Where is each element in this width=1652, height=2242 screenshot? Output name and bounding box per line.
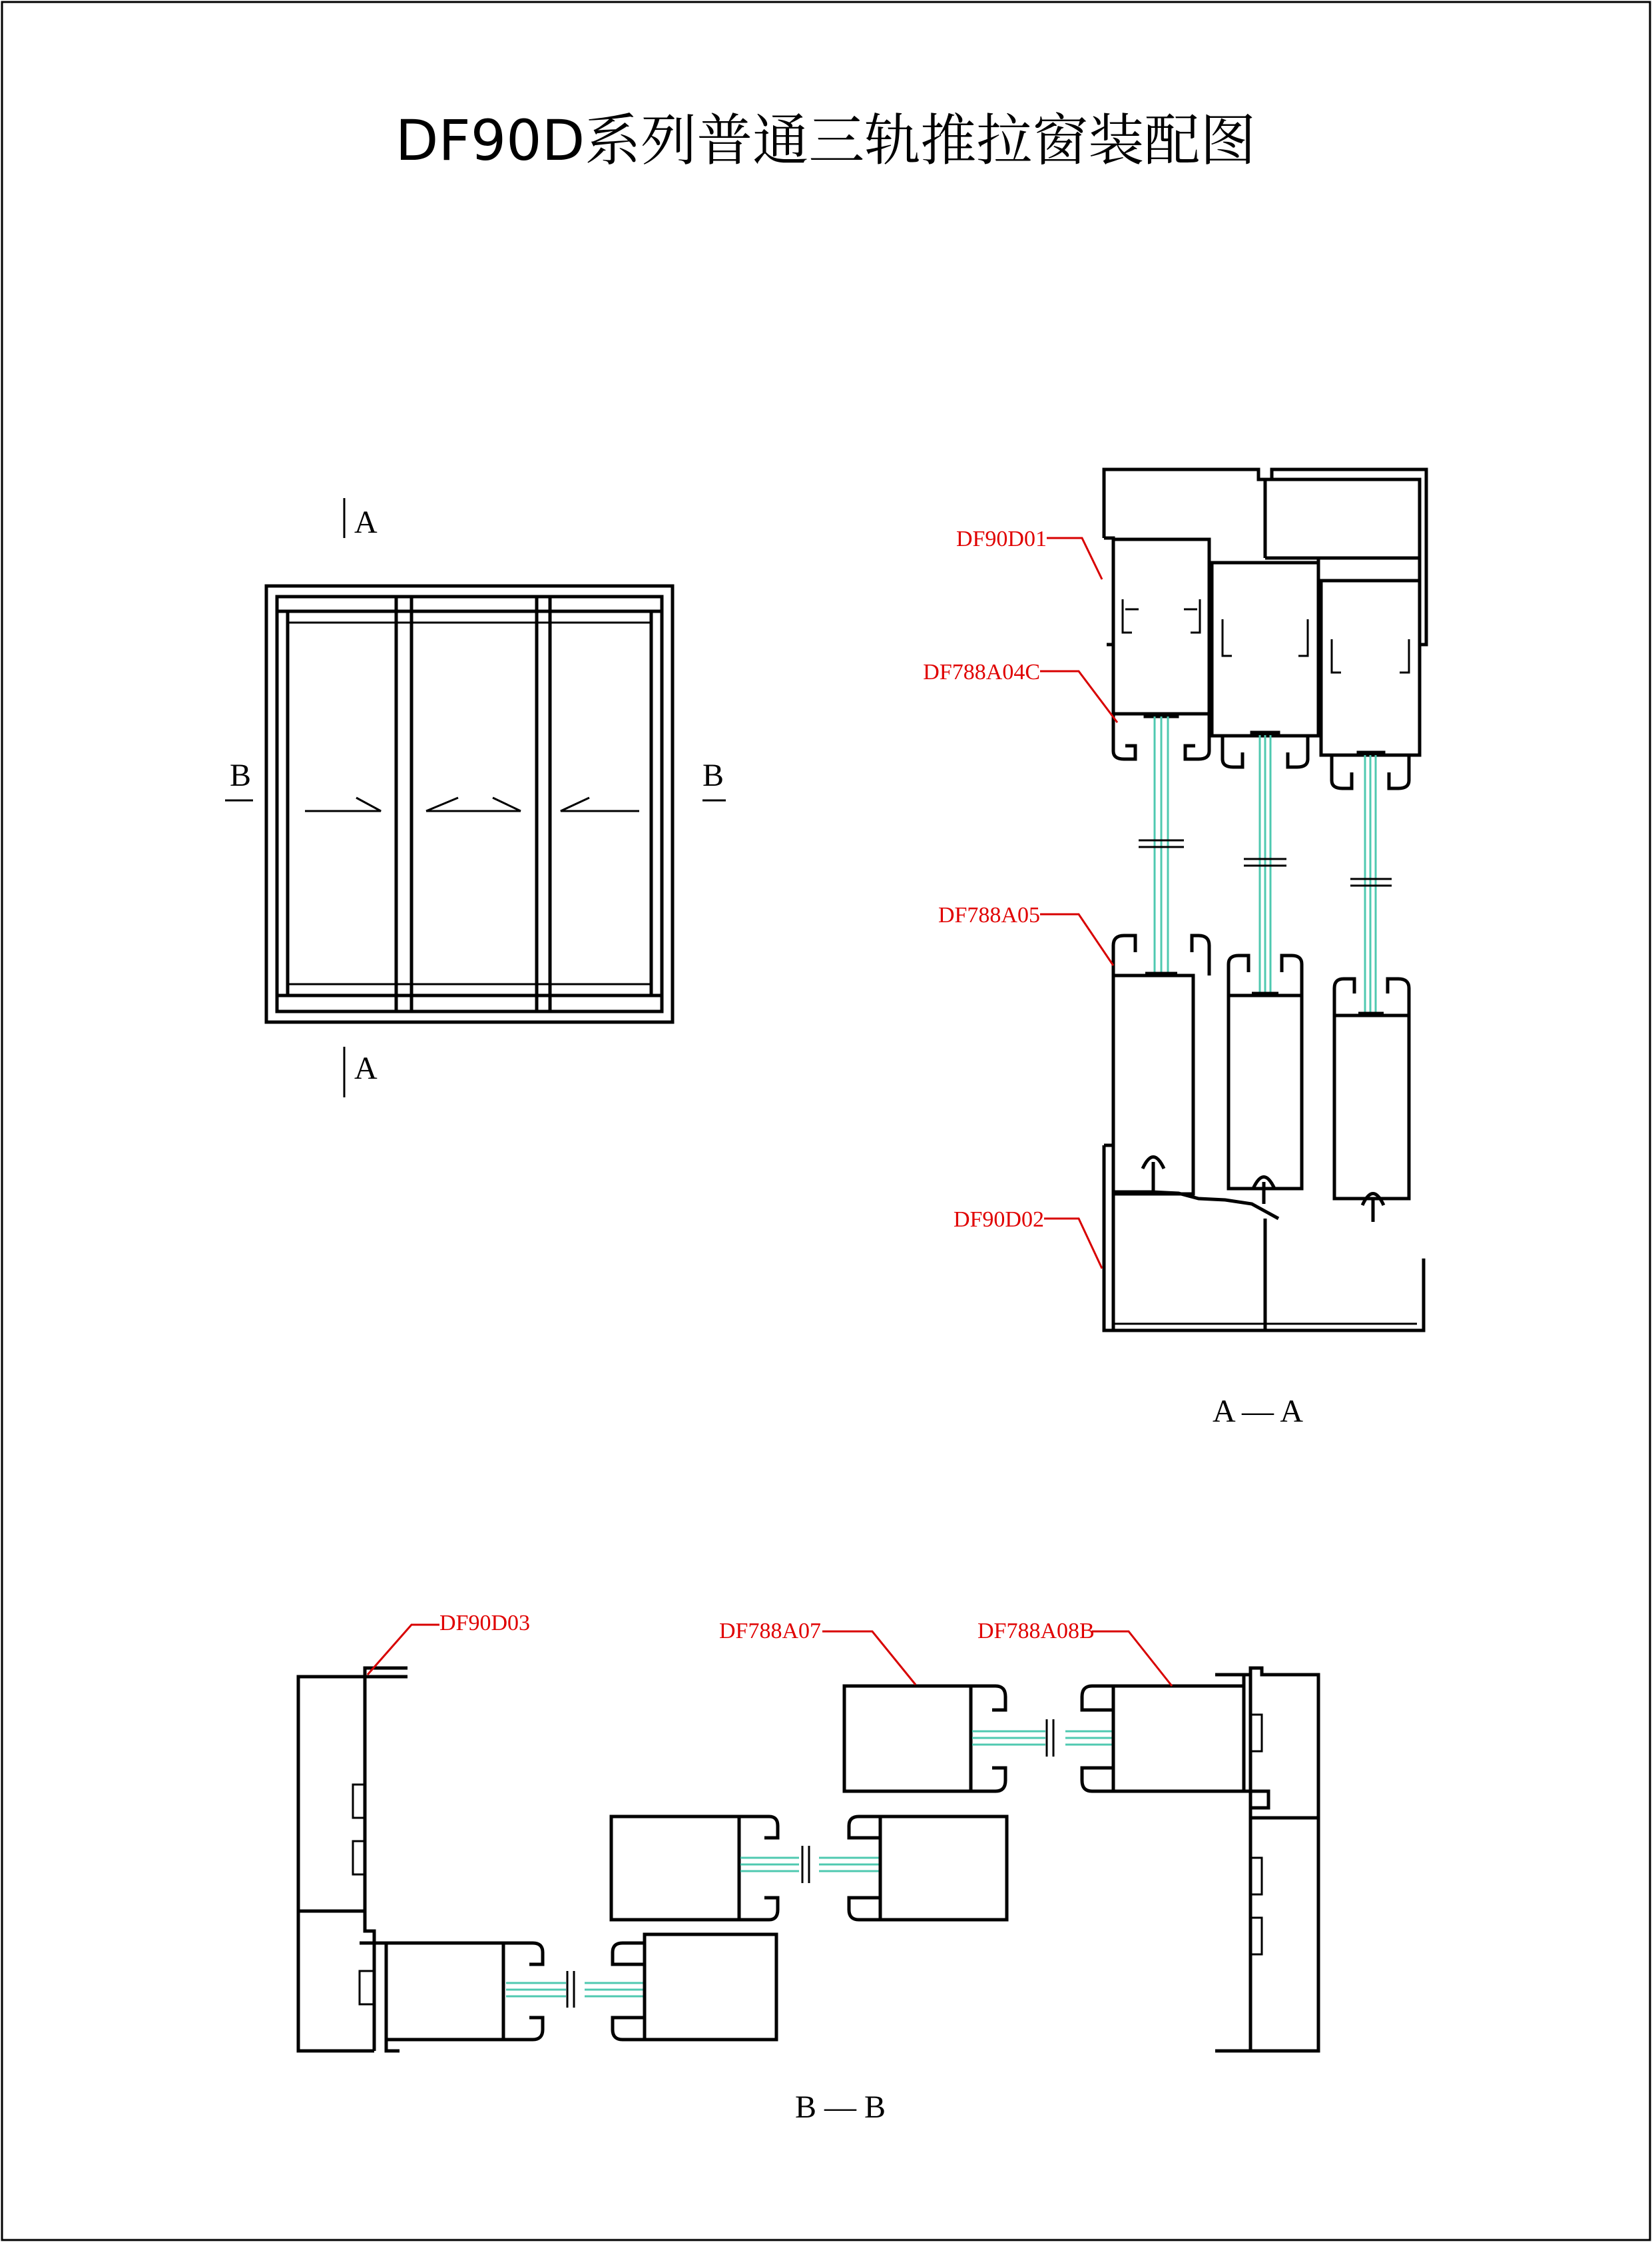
open-direction-arrow-right [561, 798, 639, 811]
glass-pane-b-mid [740, 1846, 880, 1883]
label-top-frame: DF90D01 [956, 527, 1047, 551]
section-mark-b-right: B [702, 758, 724, 793]
open-direction-arrow-left [305, 798, 381, 811]
label-side-frame: DF90D03 [439, 1611, 531, 1635]
bottom-frame-profile [1104, 1145, 1424, 1330]
glass-pane-2 [1244, 735, 1286, 995]
section-b-b [298, 1611, 1318, 2125]
glass-pane-3 [1350, 755, 1392, 1015]
drawing-title: DF90D系列普通三轨推拉窗装配图 [395, 108, 1256, 173]
sheet-border [2, 2, 1650, 2240]
label-bottom-frame: DF90D02 [953, 1207, 1044, 1232]
sash-mid-lower-profile [613, 1934, 776, 2040]
section-mark-a-top: A [354, 505, 378, 540]
open-direction-arrow-mid-a [426, 798, 458, 811]
side-frame-left-profile [298, 1668, 408, 2051]
label-sash-bottom: DF788A05 [938, 903, 1040, 928]
glass-pane-b-right [972, 1719, 1113, 1757]
sash-bottom-profile-1 [1113, 936, 1209, 1194]
section-mark-b-left: B [230, 758, 252, 793]
interlock-lower-profile [849, 1817, 1007, 1920]
section-mark-a-bottom: A [354, 1051, 378, 1086]
label-hook-stile: DF788A08B [977, 1619, 1095, 1643]
section-caption-a-a: A — A [1212, 1394, 1304, 1429]
side-frame-right-profile [1215, 1668, 1318, 2051]
sash-mid-upper-profile [611, 1817, 778, 1920]
open-direction-arrow-mid-b [493, 798, 521, 811]
label-sash-top: DF788A04C [923, 660, 1040, 685]
top-frame-profile [1104, 469, 1426, 645]
glass-pane-b-left [506, 1971, 645, 2008]
window-elevation [225, 498, 726, 1097]
glass-pane-1 [1139, 716, 1184, 976]
section-caption-b-b: B — B [794, 2090, 886, 2125]
label-interlock: DF788A07 [719, 1619, 822, 1643]
sash-bottom-profile-3 [1334, 979, 1409, 1199]
section-a-a [923, 469, 1426, 1429]
